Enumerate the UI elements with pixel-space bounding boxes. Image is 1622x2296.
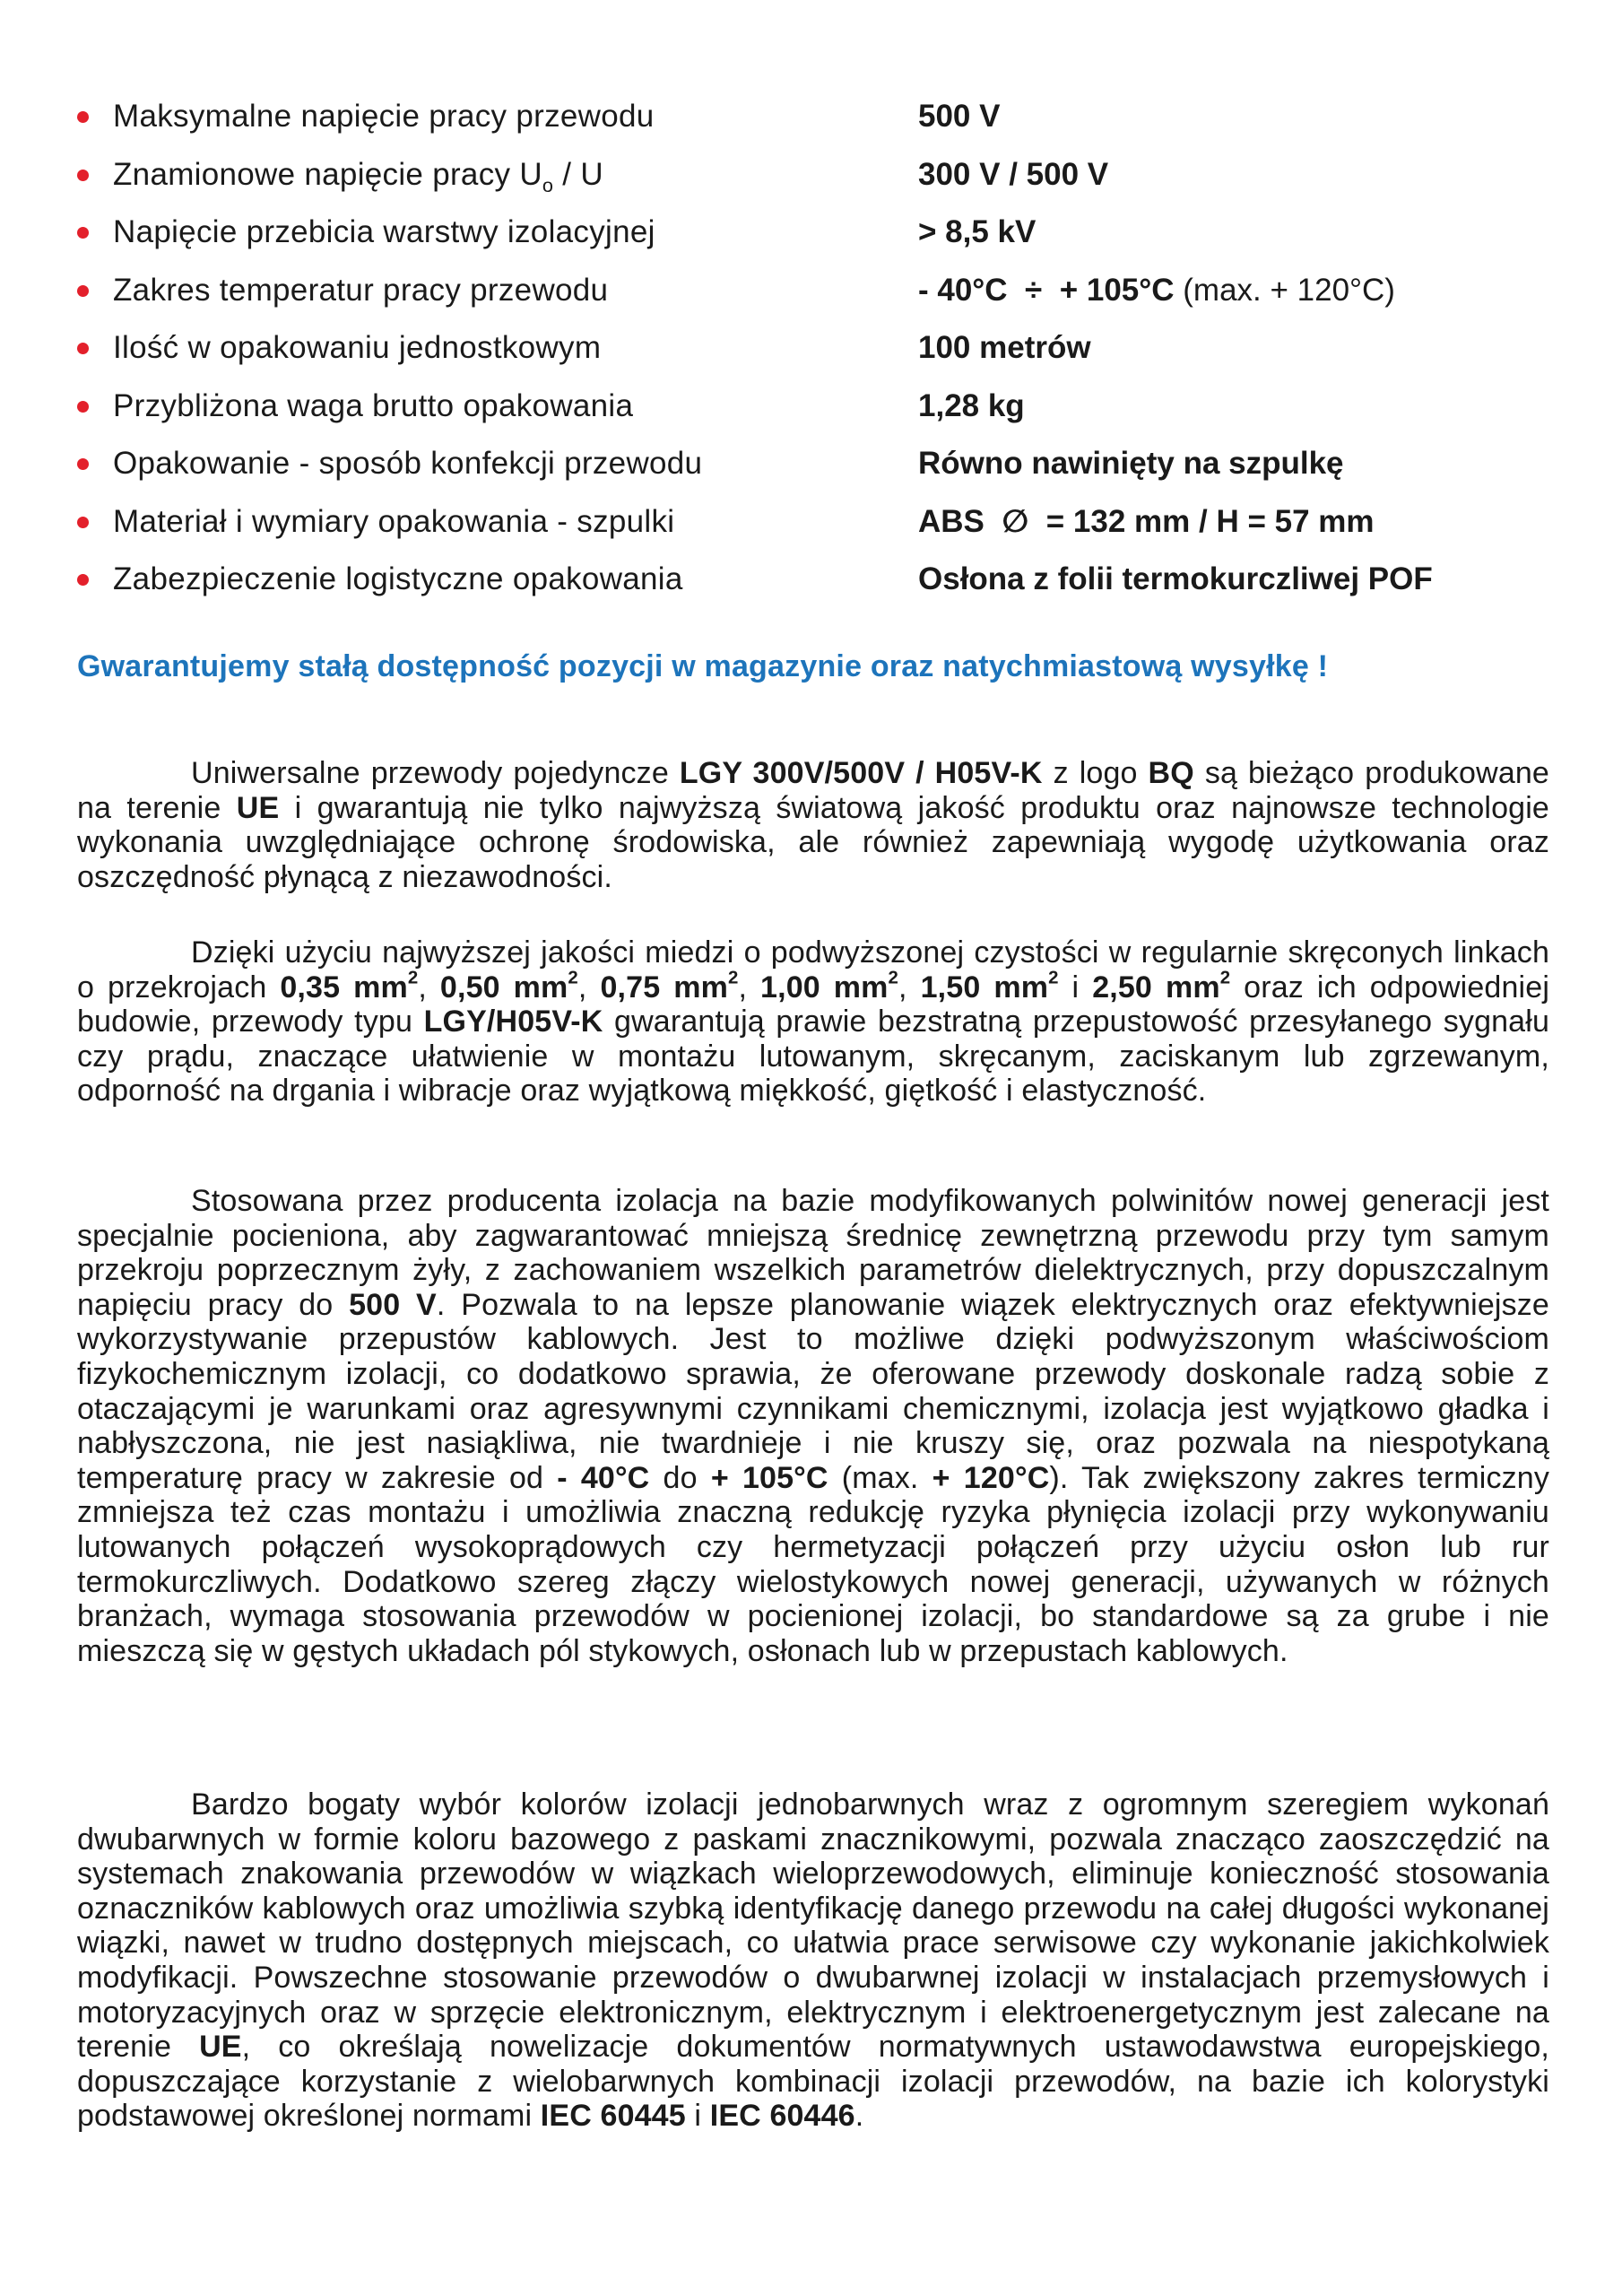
bullet-icon	[77, 111, 89, 123]
bold-run: UE	[236, 790, 280, 825]
spec-label-main: Znamionowe napięcie pracy U	[113, 156, 542, 192]
cross-section-value: 0,50 $mm^2$	[439, 968, 578, 1004]
spec-label: Zabezpieczenie logistyczne opakowania	[113, 561, 683, 596]
spec-row-temperature-range	[77, 271, 1548, 329]
cross-section-value: 0,75 $mm^2$	[600, 968, 739, 1004]
spec-value: ABS ∅ = 132 mm / H = 57 mm	[918, 503, 1375, 539]
bullet-icon	[77, 343, 89, 354]
bold-run: + 120°C	[932, 1460, 1050, 1495]
spec-value: 300 V / 500 V	[918, 156, 1109, 192]
guarantee-headline: Gwarantujemy stałą dostępność pozycji w magazynie oraz natychmiastową wysyłkę !	[77, 649, 1329, 683]
bold-run: - 40°C	[557, 1460, 650, 1495]
bullet-icon	[77, 285, 89, 297]
spec-value-paren: (max. + 120°C)	[1174, 272, 1395, 308]
spec-row-logistic-protection	[77, 560, 1548, 618]
bullet-icon	[77, 170, 89, 181]
spec-label: Maksymalne napięcie pracy przewodu	[113, 99, 655, 134]
spec-value	[918, 271, 1395, 310]
paragraph-copper	[77, 935, 1549, 1109]
text-run: .	[854, 2099, 864, 2134]
spec-label: Przybliżona waga brutto opakowania	[113, 387, 634, 423]
spec-value: 500 V	[918, 99, 1001, 134]
bullet-icon	[77, 227, 89, 239]
text-run: ,	[738, 970, 761, 1004]
bullet-icon	[77, 401, 89, 413]
text-run: Bardzo bogaty wybór kolorów izolacji jednobarwnych wraz z ogromnym szeregiem wykonań dwubarwnych w formie koloru bazowego z paskami znacznikowymi, pozwala znacząco zaoszczędzić na systemach znakowania przewodów w wiązkach wieloprzewodowych, eliminuje konieczność stosowania oznaczników kablowych oraz umożliwia szybką identyfikację danego przewodu na całej długości wykonanej wiązki, nawet w trudno dostępnych miejscach, co ułatwia prace serwisowe czy wykonanie jakichkolwiek modyfikacji. Powszechne stosowanie przewodów o dwubarwnej izolacji w instalacjach przemysłowych i motoryzacyjnych oraz w sprzęcie elektronicznym, elektrycznym i elektroenergetycznym jest zalecane na terenie	[77, 1787, 1549, 2065]
text-run: i	[1058, 970, 1093, 1004]
spec-label: Materiał i wymiary opakowania - szpulki	[113, 503, 675, 539]
paragraph-insulation	[77, 1184, 1549, 1668]
text-run: do	[649, 1460, 711, 1495]
spec-label: Napięcie przebicia warstwy izolacyjnej	[113, 214, 655, 249]
cross-section-value: 0,35 $mm^2$	[280, 968, 419, 1004]
spec-value: 1,28 kg	[918, 387, 1025, 423]
spec-value-main: - 40°C ÷ + 105°C	[918, 272, 1175, 308]
bold-run: IEC 60445	[540, 2099, 686, 2134]
text-run: ,	[577, 970, 601, 1004]
spec-value: Osłona z folii termokurczliwej POF	[918, 561, 1433, 596]
text-run: gwarantują prawie bezstratną przepustowość przesyłanego sygnału czy prądu, znaczące ułatwienie w montażu lutowanym, skręcanym, zaciskanym lub zgrzewanym, odporność na drgania i wibracje oraz wyjątkową miękkość, giętkość i elastyczność.	[77, 1004, 1550, 1109]
bold-run: LGY 300V/500V / H05V-K	[679, 756, 1043, 790]
spec-label: Opakowanie - sposób konfekcji przewodu	[113, 446, 703, 481]
spec-row-spool-dimensions	[77, 502, 1548, 561]
bold-run: + 105°C	[710, 1460, 828, 1495]
text-run: , co określają nowelizacje dokumentów normatywnych ustawodawstwa europejskiego, dopuszczające korzystanie z wielobarwnych kombinacji izolacji przewodów, na bazie ich kolorystyki podstawowej określonej normami	[77, 2030, 1549, 2134]
text-run: ). Tak zwiększony zakres termiczny zmniejsza też czas montażu i umożliwia znaczną redukcję ryzyka płynięcia izolacji przy wykonywaniu lutowanych połączeń wysokoprądowych czy hermetyzacji połączeń przy użyciu osłon lub rur termokurczliwych. Dodatkowo szereg złączy wielostykowych nowej generacji, używanych w różnych branżach, wymaga stosowania przewodów w pocienionej izolacji, bo standardowe są za grube i nie mieszczą się w gęstych układach pól stykowych, osłonach lub w przepustach kablowych.	[77, 1460, 1550, 1668]
bold-run: BQ	[1148, 756, 1194, 790]
bullet-icon	[77, 574, 89, 586]
text-run: i	[685, 2099, 710, 2134]
text-run: z logo	[1042, 756, 1149, 790]
cross-section-value: 2,50 $mm^2$	[1092, 968, 1231, 1004]
spec-row-package-quantity	[77, 328, 1548, 387]
cross-section-value: 1,50 $mm^2$	[920, 968, 1059, 1004]
spec-row-max-voltage	[77, 97, 1548, 155]
spec-value: > 8,5 kV	[918, 214, 1037, 249]
paragraph-colors	[77, 1787, 1549, 2134]
spec-row-packaging-method	[77, 444, 1548, 502]
spec-row-gross-weight	[77, 387, 1548, 445]
text-run: Stosowana przez producenta izolacja na bazie modyfikowanych polwinitów nowej generacji jest specjalnie pocieniona, aby zagwarantować mniejszą średnicę zewnętrzną przewodu przy tym samym przekroju poprzecznym żyły, z zachowaniem wszelkich parametrów dielektrycznych, przy dopuszczalnym napięciu pracy do	[77, 1184, 1549, 1322]
spec-label-tail: / U	[553, 156, 603, 192]
text-run: oraz ich odpowiedniej budowie, przewody typu	[77, 970, 1550, 1039]
bold-run: IEC 60446	[709, 2099, 855, 2134]
paragraph-intro	[77, 756, 1549, 894]
text-run: ,	[898, 970, 921, 1004]
spec-row-breakdown-voltage	[77, 213, 1548, 271]
spec-label-subscript: o	[542, 173, 554, 196]
text-run: . Pozwala to na lepsze planowanie wiązek elektrycznych oraz efektywniejsze wykorzystywanie przepustów kablowych. Jest to możliwe dzięki podwyższonym właściwościom fizykochemicznym izolacji, co dodatkowo sprawia, że oferowane przewody doskonale radzą sobie z otaczającymi je warunkami oraz agresywnymi czynnikami chemicznymi, izolacja jest wyjątkowo gładka i nabłyszczona, nie jest nasiąkliwa, nie twardnieje i nie kruszy się, oraz pozwala na niespotykaną temperaturę pracy w zakresie od	[77, 1287, 1549, 1495]
spec-value: 100 metrów	[918, 330, 1091, 365]
text-run: (max.	[828, 1460, 932, 1495]
bullet-icon	[77, 458, 89, 470]
text-run: Dzięki użyciu najwyższej jakości miedzi o podwyższonej czystości w regularnie skręconych linkach o przekrojach	[77, 935, 1549, 1004]
text-run: są bieżąco produkowane na terenie	[77, 756, 1549, 825]
spec-label: Zakres temperatur pracy przewodu	[113, 272, 609, 308]
bullet-icon	[77, 517, 89, 528]
text-run: Uniwersalne przewody pojedyncze	[191, 756, 680, 790]
spec-list	[77, 97, 1548, 618]
spec-label	[113, 155, 603, 205]
cross-section-value: 1,00 $mm^2$	[760, 968, 899, 1004]
spec-label: Ilość w opakowaniu jednostkowym	[113, 330, 602, 365]
text-run: i gwarantują nie tylko najwyższą światową jakość produktu oraz najnowsze technologie wykonania uwzględniające ochronę środowiska, ale również zapewniają wygodę użytkowania oraz oszczędność płynącą z niezawodności.	[77, 790, 1549, 894]
bold-run: UE	[199, 2030, 242, 2065]
spec-value: Równo nawinięty na szpulkę	[918, 446, 1344, 481]
bold-run: 500 V	[349, 1287, 437, 1322]
bold-run: LGY/H05V-K	[423, 1004, 603, 1039]
spec-row-rated-voltage	[77, 155, 1548, 213]
text-run: ,	[418, 970, 440, 1004]
